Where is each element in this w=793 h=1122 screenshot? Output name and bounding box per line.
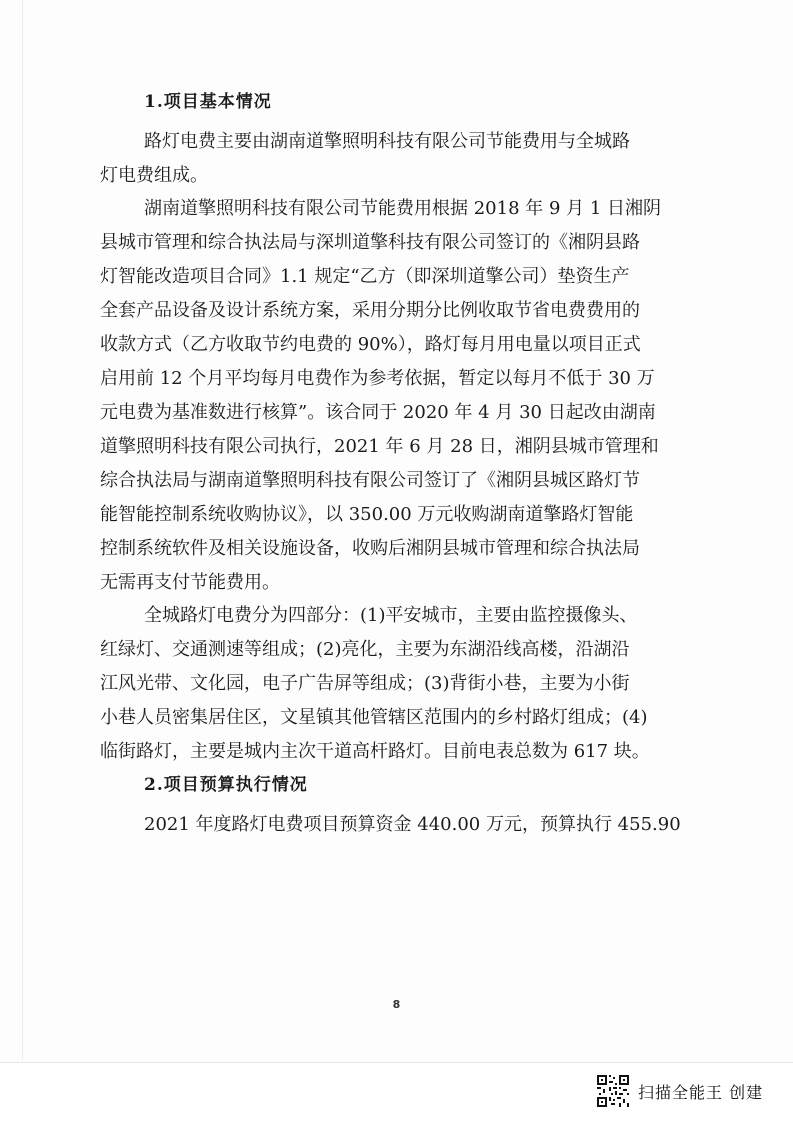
text-line: 2021 年度路灯电费项目预算资金 440.00 万元，预算执行 455.90 xyxy=(144,814,681,835)
text-line: 无需再支付节能费用。 xyxy=(100,572,280,593)
text-line: 湖南道擎照明科技有限公司节能费用根据 2018 年 9 月 1 日湘阴 xyxy=(144,198,662,219)
text-line: 灯电费组成。 xyxy=(100,165,208,186)
text-line: 启用前 12 个月平均每月电费作为参考依据，暂定以每月不低于 30 万 xyxy=(100,368,655,389)
text-line: 道擎照明科技有限公司执行，2021 年 6 月 28 日，湘阴县城市管理和 xyxy=(100,436,659,457)
text-line: 元电费为基准数进行核算”。该合同于 2020 年 4 月 30 日起改由湖南 xyxy=(100,402,656,423)
text-line: 灯智能改造项目合同》1.1 规定“乙方（即深圳道擎公司）垫资生产 xyxy=(100,266,630,287)
page-number: 8 xyxy=(392,998,401,1011)
text-line: 全套产品设备及设计系统方案，采用分期分比例收取节省电费费用的 xyxy=(100,300,640,321)
text-line: 全城路灯电费分为四部分：(1)平安城市，主要由监控摄像头、 xyxy=(144,605,638,626)
paragraph xyxy=(100,199,660,593)
text-line: 收款方式（乙方收取节约电费的 90%），路灯每月用电量以项目正式 xyxy=(100,334,641,355)
scanner-brand-text: 扫描全能王 创建 xyxy=(638,1082,764,1102)
text-line: 综合执法局与湖南道擎照明科技有限公司签订了《湘阴县城区路灯节 xyxy=(100,470,640,491)
paragraph xyxy=(100,132,660,186)
text-line: 能智能控制系统收购协议》，以 350.00 万元收购湖南道擎路灯智能 xyxy=(100,504,634,525)
text-line: 临街路灯，主要是城内主次干道高杆路灯。目前电表总数为 617 块。 xyxy=(100,741,650,762)
paragraph xyxy=(100,814,681,835)
scanner-watermark xyxy=(596,1072,763,1110)
text-line: 县城市管理和综合执法局与深圳道擎科技有限公司签订的《湘阴县路 xyxy=(100,232,640,253)
text-line: 控制系统软件及相关设施设备，收购后湘阴县城市管理和综合执法局 xyxy=(100,538,640,559)
text-line: 江风光带、文化园，电子广告屏等组成；(3)背街小巷，主要为小街 xyxy=(100,673,630,694)
paragraph xyxy=(100,606,660,762)
text-line: 红绿灯、交通测速等组成；(2)亮化，主要为东湖沿线高楼，沿湖沿 xyxy=(100,639,630,660)
text-line: 小巷人员密集居住区，文星镇其他管辖区范围内的乡村路灯组成；(4) xyxy=(100,707,648,728)
section-heading-budget-execution: 2.项目预算执行情况 xyxy=(144,775,308,795)
qr-code-icon xyxy=(596,1074,630,1108)
text-line: 路灯电费主要由湖南道擎照明科技有限公司节能费用与全城路 xyxy=(144,131,630,152)
document-body xyxy=(100,92,681,848)
section-heading-basic-info: 1.项目基本情况 xyxy=(144,92,272,112)
